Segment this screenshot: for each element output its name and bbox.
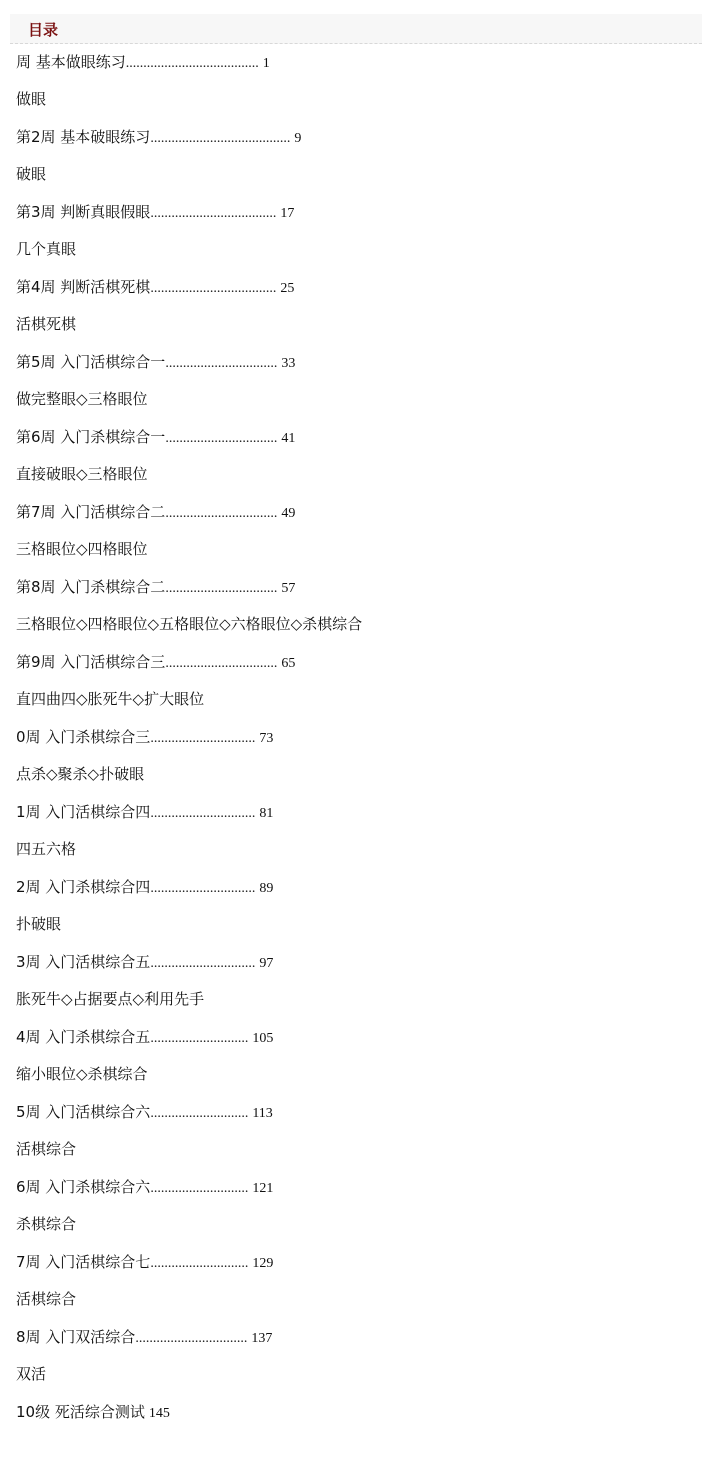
toc-entry-title: 4周 入门杀棋综合五: [16, 1028, 151, 1046]
toc-page-number: 17: [280, 206, 295, 221]
toc-dot-leader: ....................................: [150, 206, 277, 221]
toc-dot-leader: ................................: [165, 656, 278, 671]
toc-entry-topics: 胀死牛◇占据要点◇利用先手: [16, 990, 205, 1008]
toc-page-number: 25: [280, 281, 295, 296]
toc-dot-leader: ................................: [165, 356, 278, 371]
toc-entry-title: 第4周 判断活棋死棋: [16, 278, 151, 296]
toc-row: [16, 275, 696, 350]
toc-entry[interactable]: [16, 1025, 273, 1049]
toc-entry-title: 1周 入门活棋综合四: [16, 803, 151, 821]
toc-row: [16, 1400, 696, 1475]
toc-entry[interactable]: [16, 650, 295, 674]
toc-dot-leader: ................................: [135, 1331, 248, 1346]
toc-entry-topics: 三格眼位◇四格眼位: [16, 540, 148, 558]
toc-page-number: 1: [262, 56, 270, 71]
toc-row: [16, 1175, 696, 1250]
toc-dot-leader: ..............................: [150, 881, 256, 896]
toc-dot-leader: ........................................: [150, 131, 291, 146]
toc-dot-leader: ............................: [150, 1106, 249, 1121]
toc-entry[interactable]: [16, 50, 270, 74]
toc-row: [16, 1250, 696, 1325]
toc-page-number: 33: [281, 356, 296, 371]
toc-entry-topics: 双活: [16, 1365, 47, 1383]
toc-row: [16, 950, 696, 1025]
toc-entry-title: 第2周 基本破眼练习: [16, 128, 151, 146]
toc-entry[interactable]: [16, 125, 301, 149]
toc-header: [10, 14, 702, 44]
toc-row: [16, 650, 696, 725]
toc-entry[interactable]: [16, 950, 273, 974]
toc-dot-leader: ..............................: [150, 806, 256, 821]
toc-row: [16, 875, 696, 950]
toc-dot-leader: ..............................: [150, 956, 256, 971]
toc-entry-topics: 做完整眼◇三格眼位: [16, 390, 148, 408]
toc-dot-leader: ......................................: [125, 56, 259, 71]
toc-dot-leader: ..............................: [150, 731, 256, 746]
toc-page-number: 137: [251, 1331, 273, 1346]
toc-entry-topics: 杀棋综合: [16, 1215, 77, 1233]
toc-entry-title: 8周 入门双活综合: [16, 1328, 136, 1346]
toc-entry[interactable]: [16, 275, 294, 299]
toc-page-number: 65: [281, 656, 296, 671]
toc-dot-leader: ....................................: [150, 281, 277, 296]
toc-entry[interactable]: [16, 1400, 170, 1424]
toc-entry[interactable]: [16, 1100, 273, 1124]
toc-entry-topics: 做眼: [16, 90, 47, 108]
toc-page-number: 81: [259, 806, 274, 821]
toc-entry-title: 7周 入门活棋综合七: [16, 1253, 151, 1271]
toc-row: [16, 425, 696, 500]
toc-entry-title: 第3周 判断真眼假眼: [16, 203, 151, 221]
toc-entry-topics: 四五六格: [16, 840, 77, 858]
toc-entry-topics: 三格眼位◇四格眼位◇五格眼位◇六格眼位◇杀棋综合: [16, 615, 363, 633]
page-title: 目录: [28, 21, 59, 39]
toc-entry-title: 第7周 入门活棋综合二: [16, 503, 166, 521]
toc-dot-leader: ................................: [165, 581, 278, 596]
toc-row: [16, 575, 696, 650]
toc-row: [16, 50, 696, 125]
toc-entry-topics: 直四曲四◇胀死牛◇扩大眼位: [16, 690, 205, 708]
toc-row: [16, 1325, 696, 1400]
toc-row: [16, 125, 696, 200]
toc-page-number: 57: [281, 581, 296, 596]
table-of-contents: [16, 50, 696, 1475]
toc-dot-leader: ................................: [165, 431, 278, 446]
toc-row: [16, 725, 696, 800]
toc-page-number: 89: [259, 881, 274, 896]
toc-entry[interactable]: [16, 350, 295, 374]
toc-entry[interactable]: [16, 500, 295, 524]
toc-row: [16, 1025, 696, 1100]
toc-entry-title: 第9周 入门活棋综合三: [16, 653, 166, 671]
toc-page-number: 105: [252, 1031, 274, 1046]
toc-entry-topics: 缩小眼位◇杀棋综合: [16, 1065, 148, 1083]
toc-row: [16, 500, 696, 575]
toc-entry[interactable]: [16, 425, 295, 449]
toc-page-number: 73: [259, 731, 274, 746]
toc-entry-title: 3周 入门活棋综合五: [16, 953, 151, 971]
toc-page-number: 49: [281, 506, 296, 521]
toc-page-number: 9: [294, 131, 302, 146]
toc-page-number: 97: [259, 956, 274, 971]
toc-entry-title: 6周 入门杀棋综合六: [16, 1178, 151, 1196]
toc-entry[interactable]: [16, 575, 295, 599]
toc-entry-title: 5周 入门活棋综合六: [16, 1103, 151, 1121]
toc-entry-topics: 活棋综合: [16, 1290, 77, 1308]
toc-entry-topics: 活棋死棋: [16, 315, 77, 333]
toc-page-number: 129: [252, 1256, 274, 1271]
toc-page-number: 145: [148, 1406, 170, 1421]
toc-entry-title: 2周 入门杀棋综合四: [16, 878, 151, 896]
toc-entry[interactable]: [16, 800, 273, 824]
toc-entry-title: 第5周 入门活棋综合一: [16, 353, 166, 371]
toc-row: [16, 800, 696, 875]
toc-entry-topics: 几个真眼: [16, 240, 77, 258]
toc-dot-leader: ............................: [150, 1181, 249, 1196]
toc-entry-topics: 点杀◇聚杀◇扑破眼: [16, 765, 145, 783]
toc-entry[interactable]: [16, 1175, 273, 1199]
toc-page-number: 121: [252, 1181, 274, 1196]
toc-entry-title: 周 基本做眼练习: [16, 53, 126, 71]
toc-entry-title: 10级 死活综合测试: [16, 1403, 145, 1421]
toc-row: [16, 350, 696, 425]
toc-entry-title: 第8周 入门杀棋综合二: [16, 578, 166, 596]
toc-entry-title: 0周 入门杀棋综合三: [16, 728, 151, 746]
toc-dot-leader: ................................: [165, 506, 278, 521]
toc-entry-topics: 破眼: [16, 165, 47, 183]
toc-entry[interactable]: [16, 1325, 272, 1349]
toc-entry[interactable]: [16, 875, 273, 899]
toc-dot-leader: ............................: [150, 1031, 249, 1046]
toc-entry[interactable]: [16, 725, 273, 749]
toc-row: [16, 200, 696, 275]
toc-row: [16, 1100, 696, 1175]
toc-page-number: 113: [252, 1106, 273, 1121]
toc-entry-title: 第6周 入门杀棋综合一: [16, 428, 166, 446]
toc-dot-leader: ............................: [150, 1256, 249, 1271]
toc-page-number: 41: [281, 431, 296, 446]
toc-entry-topics: 扑破眼: [16, 915, 62, 933]
toc-entry[interactable]: [16, 1250, 273, 1274]
toc-entry-topics: 活棋综合: [16, 1140, 77, 1158]
toc-entry-topics: 直接破眼◇三格眼位: [16, 465, 148, 483]
toc-entry[interactable]: [16, 200, 294, 224]
